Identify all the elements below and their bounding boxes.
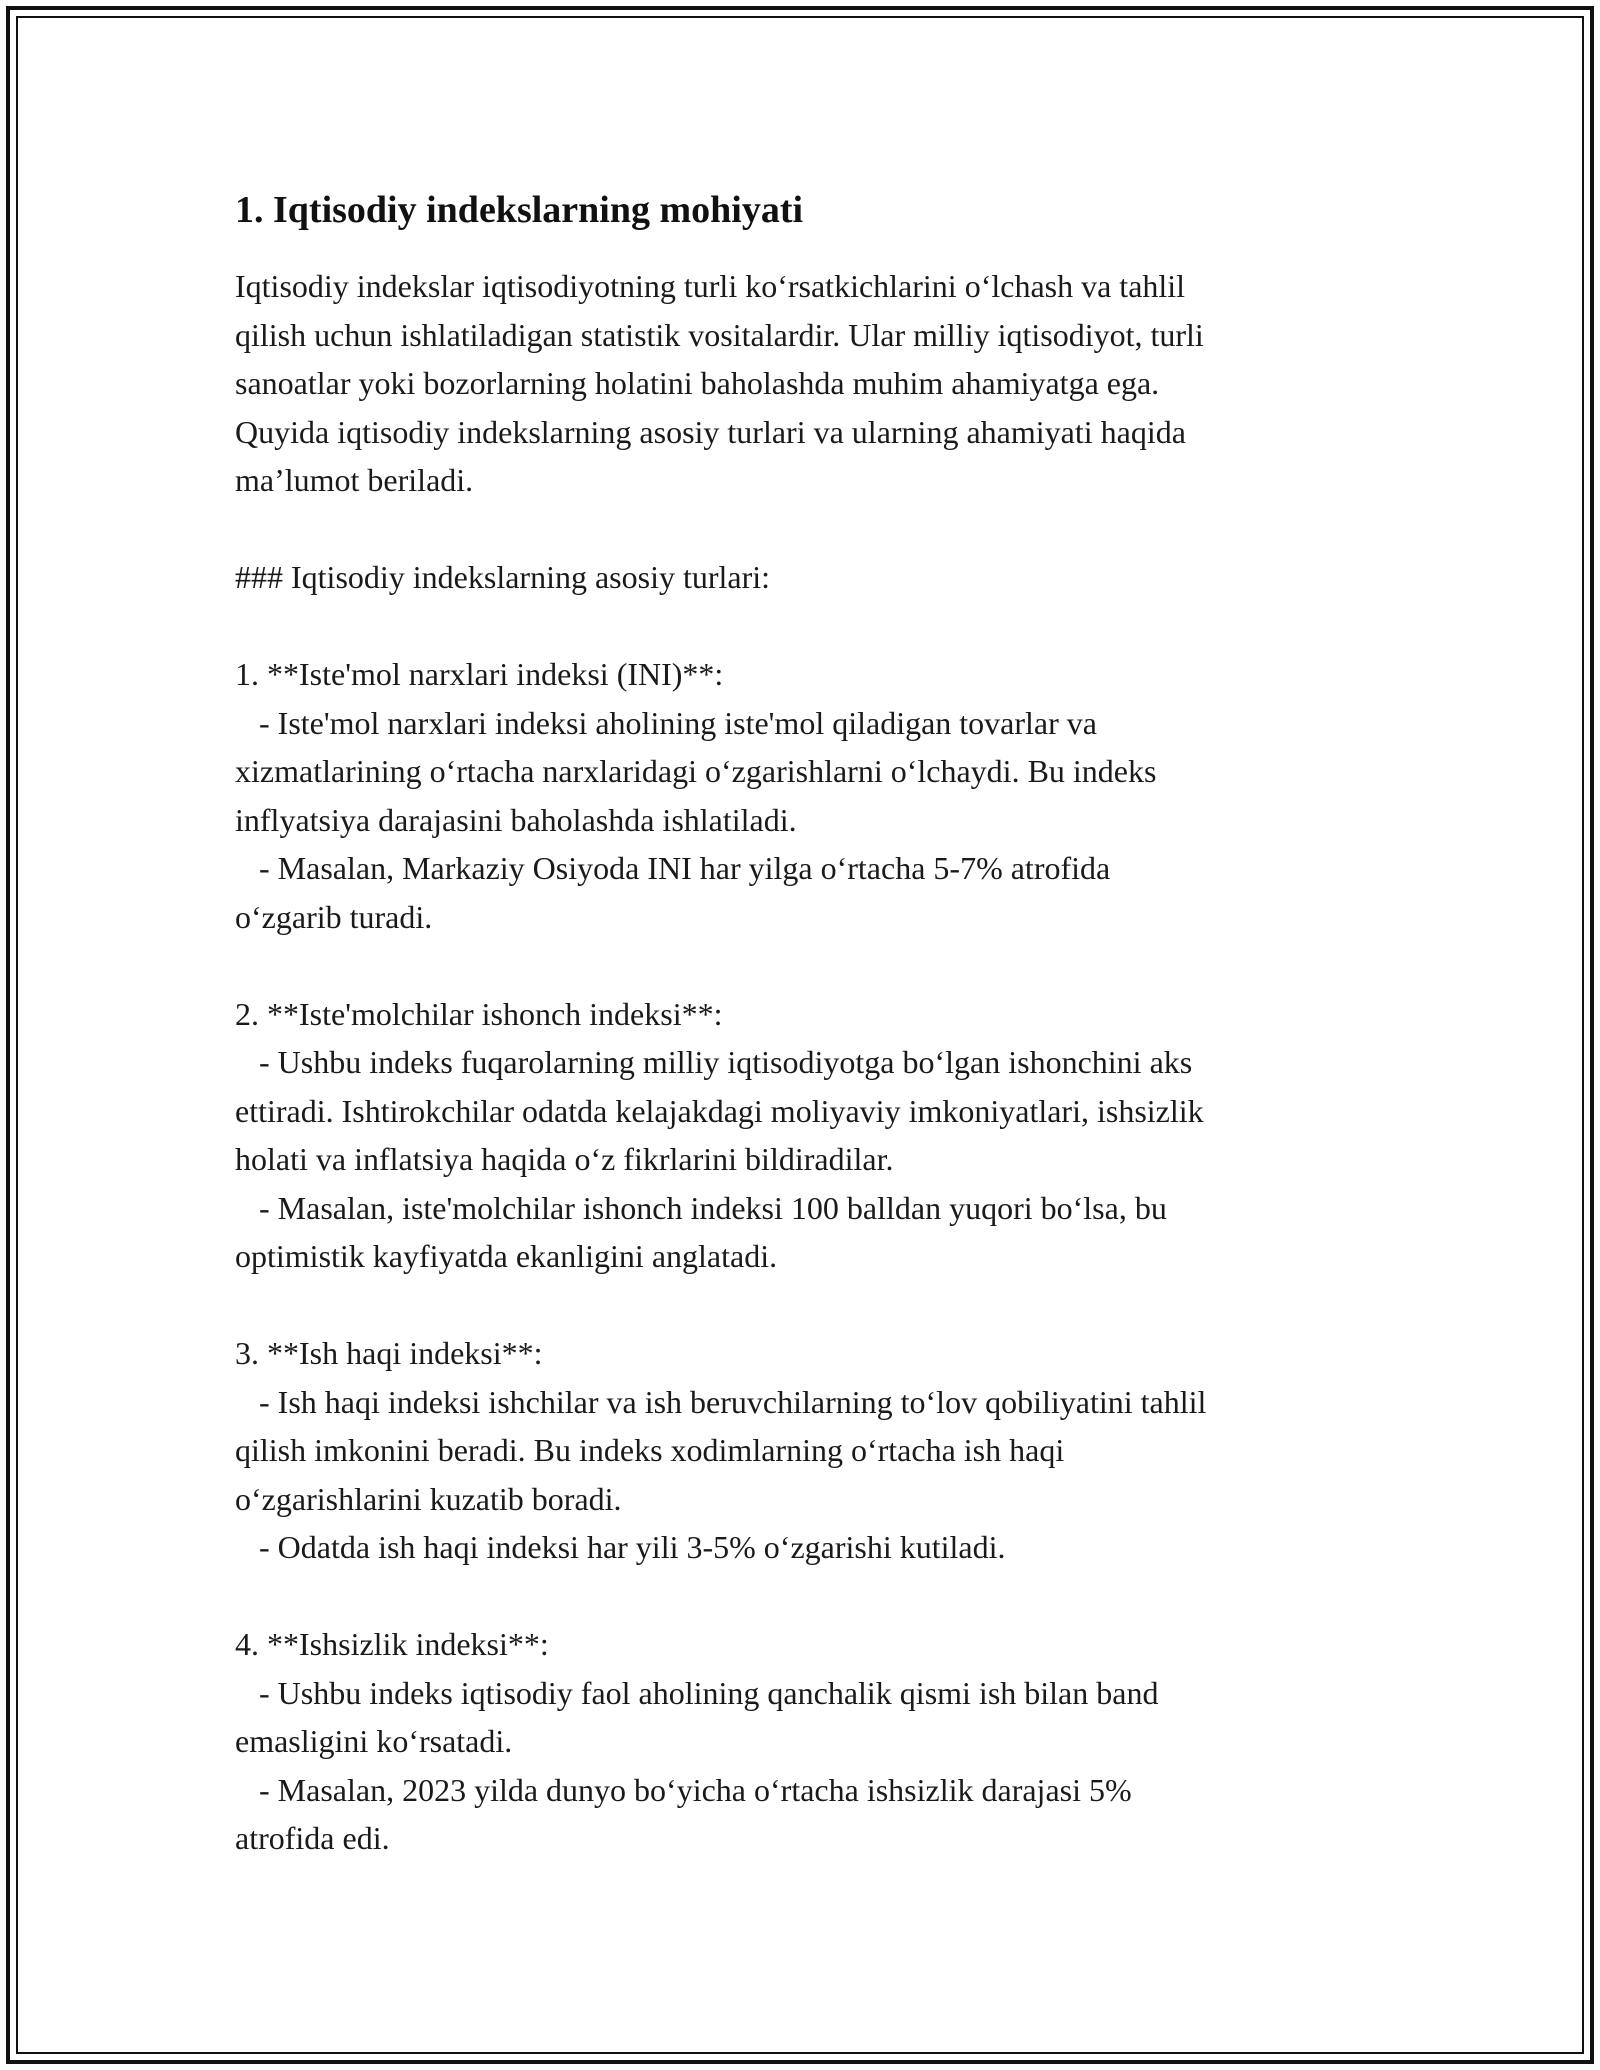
spacer xyxy=(235,602,1375,651)
list-item xyxy=(235,650,1375,941)
list-item xyxy=(235,990,1375,1281)
section-subheading: ### Iqtisodiy indekslarning asosiy turlari: xyxy=(235,559,771,595)
item-heading: 3. **Ish haqi indeksi**: xyxy=(235,1335,543,1371)
item-bullet: - Ushbu indeks fuqarolarning milliy iqtisodiyotga bo‘lgan ishonchini aks ettiradi. Ishtirokchilar odatda kelajakdagi moliyaviy imkoniyatlari, ishsizlik holati va inflatsiya haqida o‘z fikrlarini bildiradilar. xyxy=(235,1044,1204,1177)
item-bullet: - Odatda ish haqi indeksi har yili 3-5% o‘zgarishi kutiladi. xyxy=(235,1529,1006,1565)
spacer xyxy=(235,941,1375,990)
document-body xyxy=(235,186,1375,1863)
item-bullet: - Masalan, Markaziy Osiyoda INI har yilga o‘rtacha 5-7% atrofida o‘zgarib turadi. xyxy=(235,850,1111,935)
document-title: 1. Iqtisodiy indekslarning mohiyati xyxy=(235,189,804,231)
intro-paragraph: Iqtisodiy indekslar iqtisodiyotning turli ko‘rsatkichlarini o‘lchash va tahlil qilish uchun ishlatiladigan statistik vositalardir. Ular milliy iqtisodiyot, turli sanoatlar yoki bozorlarning holatini baholashda muhim ahamiyatga ega. Quyida iqtisodiy indekslarning asosiy turlari va ularning ahamiyati haqida ma’lumot beriladi. xyxy=(235,268,1204,498)
list-item xyxy=(235,1329,1375,1572)
spacer xyxy=(235,505,1375,554)
item-bullet: - Masalan, 2023 yilda dunyo bo‘yicha o‘rtacha ishsizlik darajasi 5% atrofida edi. xyxy=(235,1771,1132,1856)
item-heading: 1. **Iste'mol narxlari indeksi (INI)**: xyxy=(235,656,724,692)
spacer xyxy=(235,1281,1375,1330)
item-bullet: - Iste'mol narxlari indeksi aholining iste'mol qiladigan tovarlar va xizmatlarining o‘rtacha narxlaridagi o‘zgarishlarni o‘lchaydi. Bu indeks inflyatsiya darajasini baholashda ishlatiladi. xyxy=(235,704,1157,838)
item-heading: 2. **Iste'molchilar ishonch indeksi**: xyxy=(235,995,723,1032)
item-heading: 4. **Ishsizlik indeksi**: xyxy=(235,1626,549,1662)
spacer xyxy=(235,1572,1375,1621)
item-bullet: - Ushbu indeks iqtisodiy faol aholining qanchalik qismi ish bilan band emasligini ko‘rsatadi. xyxy=(235,1674,1159,1759)
item-bullet: - Ish haqi indeksi ishchilar va ish beruvchilarning to‘lov qobiliyatini tahlil qilish imkonini beradi. Bu indeks xodimlarning o‘rtacha ish haqi o‘zgarishlarini kuzatib boradi. xyxy=(235,1383,1207,1517)
item-bullet: - Masalan, iste'molchilar ishonch indeksi 100 balldan yuqori bo‘lsa, bu optimistik kayfiyatda ekanligini anglatadi. xyxy=(235,1189,1167,1274)
list-item xyxy=(235,1620,1375,1863)
